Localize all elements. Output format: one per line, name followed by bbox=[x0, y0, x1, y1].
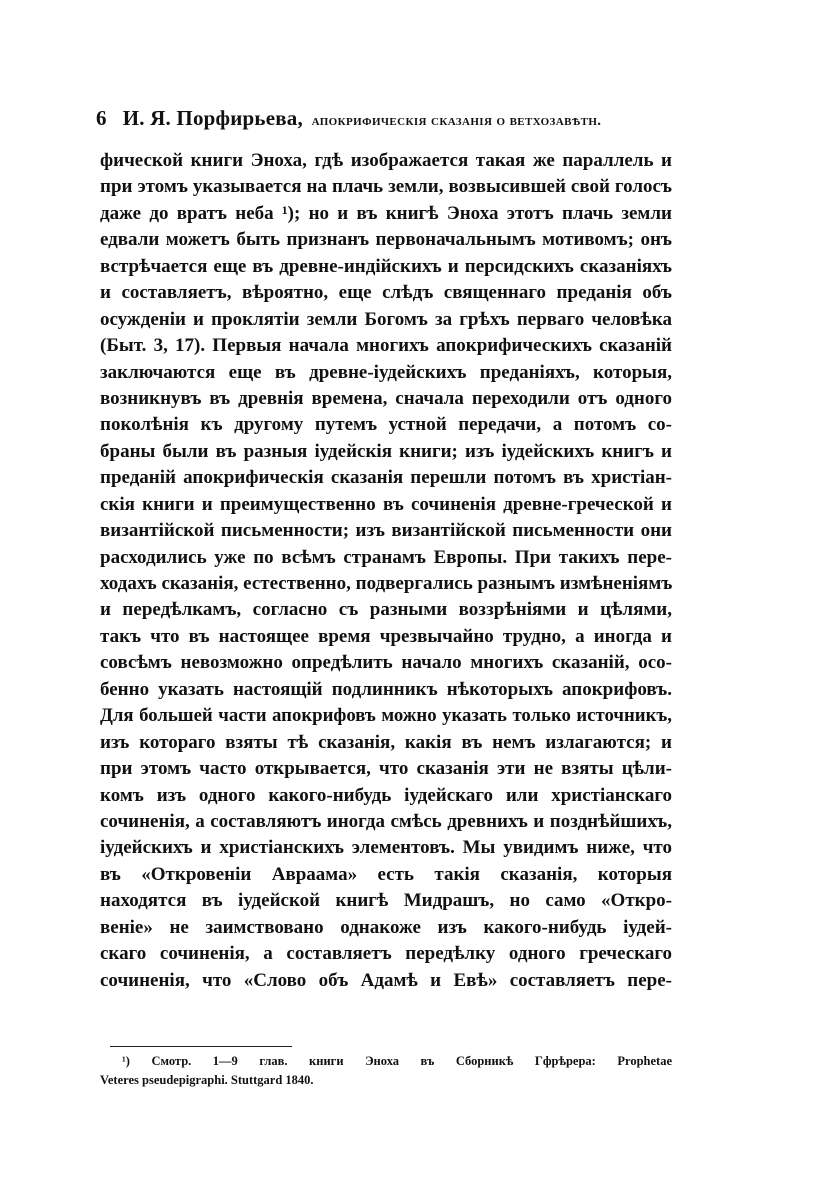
text-line: преданій апокрифическія сказанія перешли потомъ въ христіан- bbox=[100, 467, 672, 489]
text-line: изъ котораго взяты тѣ сказанія, какія въ немъ излагаются; и bbox=[100, 731, 672, 753]
text-line: византійской письменности; изъ византійской письменности они bbox=[100, 520, 672, 542]
text-line: ходахъ сказанія, естественно, подвергались разнымъ измѣненіямъ bbox=[100, 573, 672, 594]
text-line: едвали можетъ быть признанъ первоначальнымъ мотивомъ; онъ bbox=[100, 229, 672, 251]
text-line: такъ что въ настоящее время чрезвычайно трудно, а иногда и bbox=[100, 625, 672, 647]
text-line: іудейскихъ и христіанскихъ элементовъ. Мы увидимъ ниже, что bbox=[100, 837, 672, 859]
text-line: бенно указать настоящій подлинникъ нѣкоторыхъ апокрифовъ. bbox=[100, 678, 672, 700]
body-text bbox=[100, 148, 672, 994]
text-line: скаго сочиненія, а составляетъ передѣлку одного греческаго bbox=[100, 943, 672, 965]
footnote-line: ¹) Смотр. 1—9 глав. книги Эноха въ Сборникѣ Гфрѣрера: Prophetae bbox=[122, 1054, 672, 1068]
text-line: скія книги и преимущественно въ сочиненія древне-греческой и bbox=[100, 493, 672, 515]
text-line: комъ изъ одного какого-нибудь іудейскаго или христіанскаго bbox=[100, 784, 672, 806]
page-number: 6 bbox=[96, 106, 107, 130]
text-line: фической книги Эноха, гдѣ изображается такая же параллель и bbox=[100, 150, 672, 171]
text-line: сочиненія, что «Слово объ Адамѣ и Евѣ» составляетъ пере- bbox=[100, 969, 672, 991]
text-line: браны были въ разныя іудейскія книги; изъ іудейскихъ книгъ и bbox=[100, 440, 672, 462]
text-line: и составляетъ, вѣроятно, еще слѣдъ священнаго преданія объ bbox=[100, 282, 672, 304]
text-line: заключаются еще въ древне-іудейскихъ преданіяхъ, которыя, bbox=[100, 361, 672, 383]
header-author: И. Я. Порфирьева, bbox=[122, 106, 303, 130]
text-line: (Быт. 3, 17). Первыя начала многихъ апокрифическихъ сказаній bbox=[100, 335, 672, 357]
footnote-divider bbox=[110, 1046, 292, 1047]
text-line: осужденіи и проклятіи земли Богомъ за грѣхъ перваго человѣка bbox=[100, 308, 672, 330]
text-line: поколѣнія къ другому путемъ устной передачи, а потомъ со- bbox=[100, 414, 672, 436]
footnote-line: Veteres pseudepigraphi. Stuttgard 1840. bbox=[100, 1073, 314, 1087]
text-line: при этомъ указывается на плачь земли, возвысившей свой голосъ bbox=[100, 176, 672, 198]
text-line: сочиненія, а составляютъ иногда смѣсь древнихъ и позднѣйшихъ, bbox=[100, 810, 672, 832]
text-line: въ «Откровеніи Авраама» есть такія сказанія, которыя bbox=[100, 863, 672, 885]
text-line: веніе» не заимствовано однакоже изъ какого-нибудь іудей- bbox=[100, 916, 672, 938]
header-title: апокрифическія сказанія о ветхозавѣтн. bbox=[311, 113, 602, 129]
text-line: совсѣмъ невозможно опредѣлить начало многихъ сказаній, осо- bbox=[100, 652, 672, 674]
text-line: возникнувъ въ древнія времена, сначала переходили отъ одного bbox=[100, 387, 672, 409]
running-header bbox=[96, 103, 676, 133]
text-line: расходились уже по всѣмъ странамъ Европы. При такихъ пере- bbox=[100, 546, 672, 568]
text-line: и передѣлкамъ, согласно съ разными воззрѣніями и цѣлями, bbox=[100, 599, 672, 621]
text-line: Для большей части апокрифовъ можно указать только источникъ, bbox=[100, 705, 672, 727]
text-line: встрѣчается еще въ древне-индійскихъ и персидскихъ сказаніяхъ bbox=[100, 255, 672, 277]
text-line: даже до вратъ неба ¹); но и въ книгѣ Эноха этотъ плачь земли bbox=[100, 202, 672, 224]
text-line: находятся въ іудейской книгѣ Мидрашъ, но само «Откро- bbox=[100, 890, 672, 912]
text-line: при этомъ часто открывается, что сказанія эти не взяты цѣли- bbox=[100, 758, 672, 780]
footnote bbox=[100, 1052, 672, 1090]
